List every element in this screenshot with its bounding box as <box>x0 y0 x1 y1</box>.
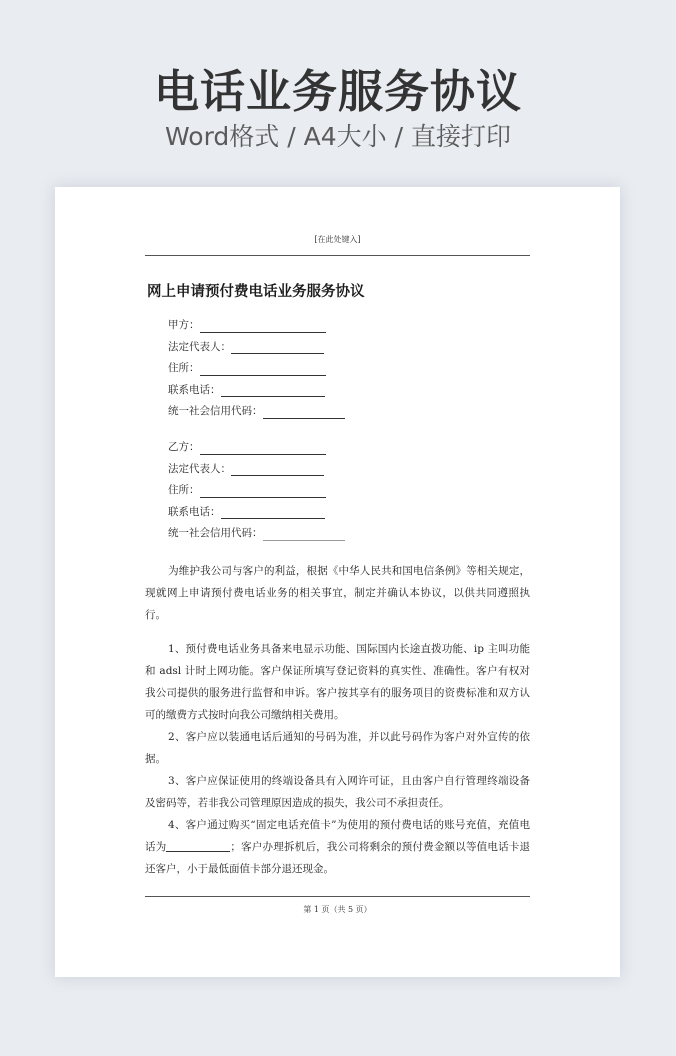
field-label: 联系电话： <box>168 505 221 518</box>
field-label: 乙方： <box>168 441 200 453</box>
field-label: 统一社会信用代码： <box>168 405 263 417</box>
banner-subtitle: Word格式 / A4大小 / 直接打印 <box>165 122 511 151</box>
party-a-address-field[interactable] <box>168 358 345 380</box>
field-label: 统一社会信用代码： <box>168 527 263 539</box>
intro-paragraph <box>145 560 530 626</box>
clause-2 <box>145 726 530 770</box>
party-b-name-field[interactable] <box>168 437 345 459</box>
document-title: 网上申请预付费电话业务服务协议 <box>147 284 365 300</box>
fill-line[interactable] <box>200 361 326 376</box>
field-label: 住所： <box>168 484 200 496</box>
clause-text-after: ；客户办理拆机后，我公司将剩余的预付费金额以等值电话卡退还客户，小于最低面值卡部分退还现金。 <box>145 841 531 875</box>
fill-line[interactable] <box>263 526 345 541</box>
fill-line[interactable] <box>231 461 324 476</box>
party-b-section <box>168 437 345 545</box>
header-placeholder[interactable]: [在此处键入] <box>314 235 361 244</box>
banner-title: 电话业务服务协议 <box>153 65 522 118</box>
field-label: 联系电话： <box>168 383 221 396</box>
party-b-legal-rep-field[interactable] <box>168 459 345 481</box>
fill-line[interactable] <box>200 483 326 498</box>
clause-text: 1、预付费电话业务具备来电显示功能、国际国内长途直拨功能、ip 主叫功能和 adsl 计时上网功能。客户保证所填写登记资料的真实性、准确性。客户有权对我公司提供的服务进行监督和申诉。客户按其享有的服务项目的资费标准和双方认可的缴费方式按时向我公司缴纳相关费用。 <box>145 643 530 721</box>
page-number: 第 1 页（共 5 页） <box>303 905 372 914</box>
clause-text: 3、客户应保证使用的终端设备具有入网许可证，且由客户自行管理终端设备及密码等，若非我公司管理原因造成的损失，我公司不承担责任。 <box>145 775 530 809</box>
field-label: 法定代表人： <box>168 340 231 353</box>
fill-line[interactable] <box>200 318 326 333</box>
document-page <box>55 187 620 977</box>
clause-text: 2、客户应以装通电话后通知的号码为准，并以此号码作为客户对外宣传的依据。 <box>145 731 530 765</box>
clause-1 <box>145 638 530 726</box>
clause-4 <box>145 814 530 880</box>
recharge-phone-blank[interactable] <box>166 838 230 852</box>
fill-line[interactable] <box>263 404 345 419</box>
field-label: 住所： <box>168 362 200 374</box>
footer-divider <box>145 896 530 897</box>
fill-line[interactable] <box>231 339 324 354</box>
clause-3 <box>145 770 530 814</box>
header-divider <box>145 255 530 256</box>
party-a-credit-code-field[interactable] <box>168 401 345 423</box>
party-b-address-field[interactable] <box>168 480 345 502</box>
clause-text-before: 4、客户通过购买“固定电话充值卡”为使用的预付费电话的账号充值，充值电话为 <box>145 819 530 853</box>
party-a-section <box>168 315 345 423</box>
party-a-name-field[interactable] <box>168 315 345 337</box>
fill-line[interactable] <box>221 504 325 519</box>
party-a-legal-rep-field[interactable] <box>168 337 345 359</box>
party-b-phone-field[interactable] <box>168 502 345 524</box>
fill-line[interactable] <box>200 440 326 455</box>
intro-text: 为维护我公司与客户的利益，根据《中华人民共和国电信条例》等相关规定，现就网上申请预付费电话业务的相关事宜，制定并确认本协议，以供共同遵照执行。 <box>145 565 530 621</box>
party-a-phone-field[interactable] <box>168 380 345 402</box>
fill-line[interactable] <box>221 382 325 397</box>
field-label: 法定代表人： <box>168 462 231 475</box>
field-label: 甲方： <box>168 319 200 331</box>
party-b-credit-code-field[interactable] <box>168 523 345 545</box>
